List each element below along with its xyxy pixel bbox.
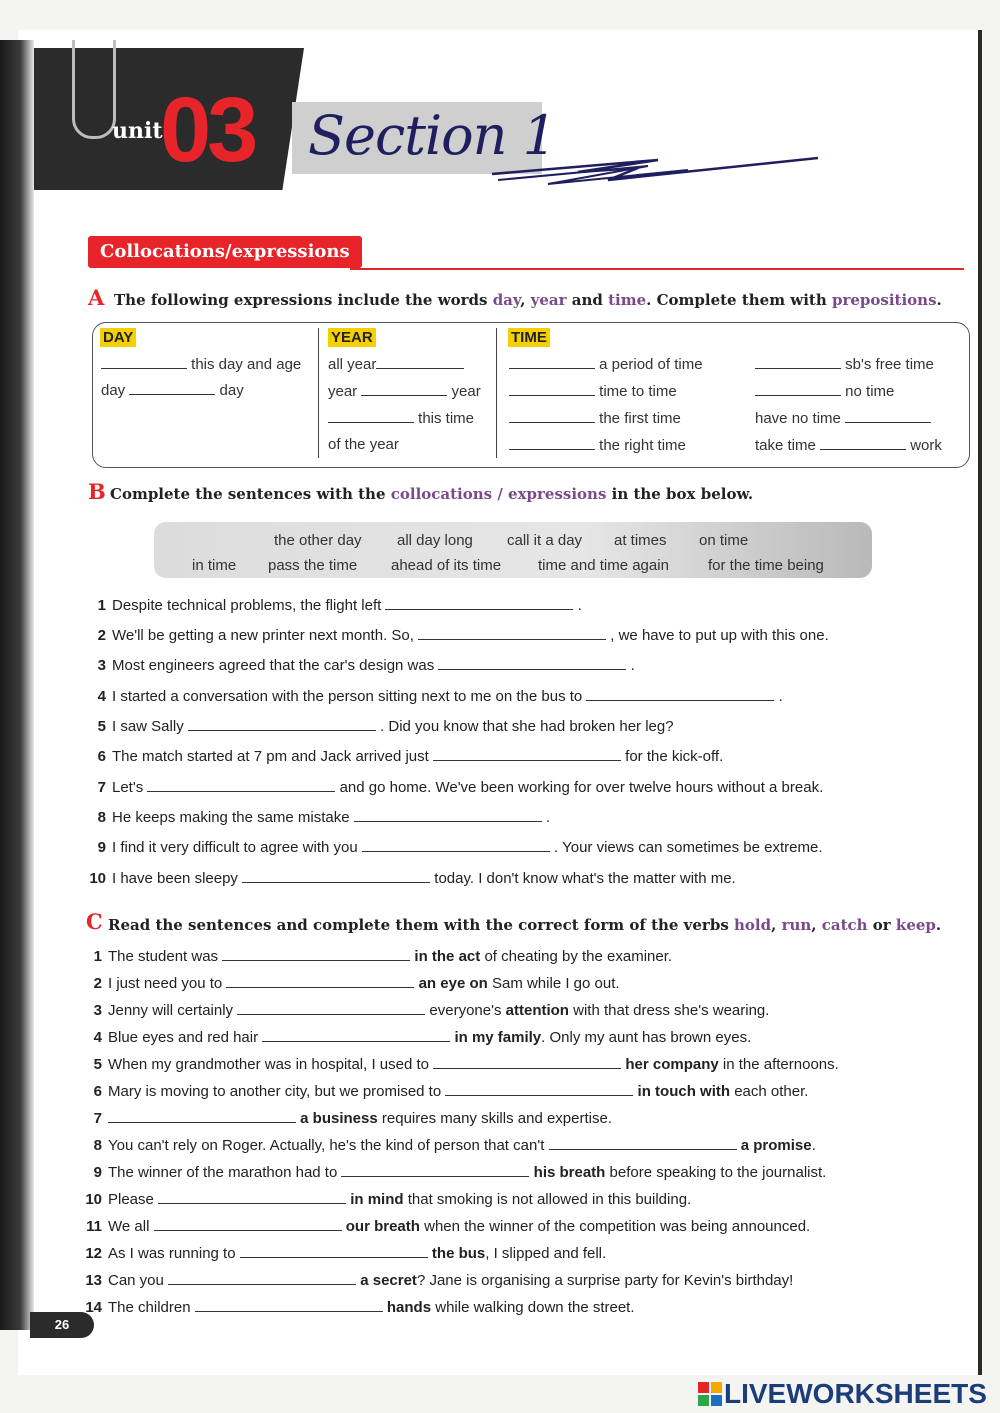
answer-blank[interactable]	[222, 948, 410, 961]
section-c-instructions: Read the sentences and complete them with the correct form of the verbs hold, run, catch or keep.	[108, 916, 942, 934]
sentence-c: 9 The winner of the marathon had to his breath before speaking to the journalist.	[93, 1164, 827, 1181]
word-box-item: at times	[614, 532, 667, 549]
day-expression: day day	[101, 382, 244, 399]
word-box-item: pass the time	[268, 557, 358, 574]
answer-blank[interactable]	[755, 356, 841, 369]
time-expression: no time	[755, 383, 894, 400]
answer-blank[interactable]	[240, 1245, 428, 1258]
sentence-c: 13 Can you a secret? Jane is organising a surprise party for Kevin's birthday!	[85, 1272, 794, 1289]
year-column-header: YEAR	[328, 328, 376, 347]
answer-blank[interactable]	[242, 870, 430, 883]
word-box-item: call it a day	[507, 532, 583, 549]
sentence-c: 5 When my grandmother was in hospital, I used to her company in the afternoons.	[93, 1056, 839, 1073]
answer-blank[interactable]	[820, 437, 906, 450]
sentence-c: 11 We all our breath when the winner of the competition was being announced.	[86, 1218, 811, 1235]
pen-scribble-icon	[488, 150, 818, 194]
sentence-c: 10 Please in mind that smoking is not allowed in this building.	[85, 1191, 692, 1208]
answer-blank[interactable]	[158, 1191, 346, 1204]
unit-label: unit	[112, 118, 163, 144]
section-a-letter: A	[88, 285, 105, 310]
answer-blank[interactable]	[188, 718, 376, 731]
year-expression: this time	[328, 410, 474, 427]
column-divider	[318, 328, 319, 458]
year-expression: all year	[328, 356, 464, 373]
year-expression: year year	[328, 383, 481, 400]
sentence-c: 8 You can't rely on Roger. Actually, he's the kind of person that can't a promise.	[93, 1137, 816, 1154]
answer-blank[interactable]	[433, 748, 621, 761]
sentence-b: 10 I have been sleepy today. I don't know what's the matter with me.	[89, 870, 736, 887]
liveworksheets-logo-icon	[698, 1382, 722, 1406]
sentence-b: 4 I started a conversation with the person sitting next to me on the bus to .	[97, 688, 783, 705]
section-b-letter: B	[88, 479, 106, 504]
answer-blank[interactable]	[549, 1137, 737, 1150]
sentence-c: 12 As I was running to the bus, I slipped and fell.	[85, 1245, 607, 1262]
answer-blank[interactable]	[341, 1164, 529, 1177]
answer-blank[interactable]	[129, 382, 215, 395]
sentence-c: 14 The children hands while walking down the street.	[85, 1299, 635, 1316]
answer-blank[interactable]	[147, 779, 335, 792]
day-expression: this day and age	[101, 356, 301, 373]
answer-blank[interactable]	[845, 410, 931, 423]
time-expression: time to time	[509, 383, 677, 400]
answer-blank[interactable]	[237, 1002, 425, 1015]
word-box-item: time and time again	[538, 557, 669, 574]
year-expression: of the year	[328, 436, 399, 453]
sentence-b: 3 Most engineers agreed that the car's design was .	[97, 657, 635, 674]
sentence-b: 1 Despite technical problems, the flight left .	[97, 597, 582, 614]
answer-blank[interactable]	[101, 356, 187, 369]
answer-blank[interactable]	[362, 839, 550, 852]
heading-rule	[350, 268, 964, 270]
word-box-item: on time	[699, 532, 749, 549]
answer-blank[interactable]	[755, 383, 841, 396]
time-expression: have no time	[755, 410, 931, 427]
answer-blank[interactable]	[509, 383, 595, 396]
sentence-c: 2 I just need you to an eye on Sam while I go out.	[93, 975, 620, 992]
column-divider	[496, 328, 497, 458]
answer-blank[interactable]	[154, 1218, 342, 1231]
answer-blank[interactable]	[376, 356, 464, 369]
time-expression: sb's free time	[755, 356, 934, 373]
time-expression: take time work	[755, 437, 942, 454]
answer-blank[interactable]	[438, 657, 626, 670]
answer-blank[interactable]	[168, 1272, 356, 1285]
sentence-b: 5 I saw Sally . Did you know that she had broken her leg?	[97, 718, 674, 735]
collocations-heading: Collocations/expressions	[88, 236, 362, 268]
sentence-b: 7 Let's and go home. We've been working for over twelve hours without a break.	[97, 779, 824, 796]
unit-number: 03	[160, 79, 255, 181]
answer-blank[interactable]	[226, 975, 414, 988]
answer-blank[interactable]	[509, 437, 595, 450]
answer-blank[interactable]	[328, 410, 414, 423]
sentence-c: 1 The student was in the act of cheating by the examiner.	[93, 948, 673, 965]
word-box-item: all day long	[397, 532, 473, 549]
section-title: Section 1	[308, 104, 556, 167]
time-expression: the right time	[509, 437, 686, 454]
answer-blank[interactable]	[108, 1110, 296, 1123]
sentence-c: 7 a business requires many skills and expertise.	[93, 1110, 612, 1127]
answer-blank[interactable]	[361, 383, 447, 396]
sentence-b: 8 He keeps making the same mistake .	[97, 809, 551, 826]
book-spine	[0, 40, 34, 1330]
answer-blank[interactable]	[509, 356, 595, 369]
answer-blank[interactable]	[586, 688, 774, 701]
time-expression: a period of time	[509, 356, 703, 373]
answer-blank[interactable]	[354, 809, 542, 822]
answer-blank[interactable]	[385, 597, 573, 610]
section-b-instructions: Complete the sentences with the collocations / expressions in the box below.	[110, 485, 754, 503]
sentence-c: 4 Blue eyes and red hair in my family. Only my aunt has brown eyes.	[93, 1029, 752, 1046]
sentence-c: 6 Mary is moving to another city, but we promised to in touch with each other.	[93, 1083, 809, 1100]
time-expression: the first time	[509, 410, 681, 427]
paperclip-icon	[72, 40, 116, 139]
sentence-c: 3 Jenny will certainly everyone's attention with that dress she's wearing.	[93, 1002, 770, 1019]
word-box-item: ahead of its time	[391, 557, 502, 574]
sentence-b: 2 We'll be getting a new printer next month. So, , we have to put up with this one.	[97, 627, 829, 644]
answer-blank[interactable]	[195, 1299, 383, 1312]
page-number: 26	[30, 1312, 94, 1338]
answer-blank[interactable]	[445, 1083, 633, 1096]
word-box-item: the other day	[274, 532, 362, 549]
word-box-item: for the time being	[708, 557, 824, 574]
answer-blank[interactable]	[509, 410, 595, 423]
sentence-b: 9 I find it very difficult to agree with you . Your views can sometimes be extreme.	[97, 839, 823, 856]
answer-blank[interactable]	[262, 1029, 450, 1042]
word-box-item: in time	[192, 557, 237, 574]
day-column-header: DAY	[100, 328, 136, 347]
answer-blank[interactable]	[418, 627, 606, 640]
answer-blank[interactable]	[433, 1056, 621, 1069]
sentence-b: 6 The match started at 7 pm and Jack arrived just for the kick-off.	[97, 748, 724, 765]
watermark: LIVEWORKSHEETS	[724, 1378, 987, 1409]
time-column-header: TIME	[508, 328, 550, 347]
section-c-letter: C	[86, 909, 103, 934]
section-a-instructions: The following expressions include the words day, year and time. Complete them with prepositions.	[114, 291, 942, 309]
